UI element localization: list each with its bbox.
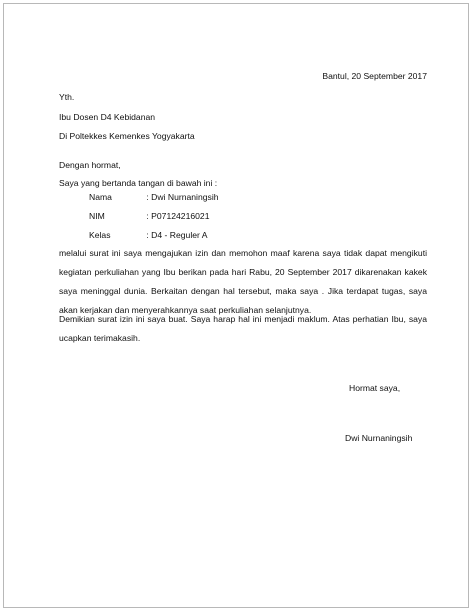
field-label: Kelas bbox=[89, 230, 111, 240]
salutation: Dengan hormat, bbox=[59, 160, 121, 170]
intro-sentence: Saya yang bertanda tangan di bawah ini : bbox=[59, 178, 218, 188]
field-row-nim bbox=[89, 208, 209, 224]
field-value: : D4 - Reguler A bbox=[146, 230, 208, 240]
field-label: NIM bbox=[89, 211, 105, 221]
document-page bbox=[3, 3, 469, 608]
body-paragraph: melalui surat ini saya mengajukan izin dan memohon maaf karena saya tidak dapat mengikuti kegiatan perkuliahan yang Ibu berikan pada hari Rabu, 20 September 2017 dikarenakan kakek saya meninggal dunia. Berkaitan dengan hal tersebut, maka saya . Jika terdapat tugas, saya akan kerjakan dan menyerahkannya saat perkuliahan selanjutnya. bbox=[59, 248, 427, 315]
closing-paragraph: Demikian surat izin ini saya buat. Saya harap hal ini menjadi maklum. Atas perhatian Ibu, saya ucapkan terimakasih. bbox=[59, 314, 427, 343]
recipient-greeting: Yth. bbox=[59, 92, 75, 102]
recipient-place: Di Poltekkes Kemenkes Yogyakarta bbox=[59, 131, 195, 141]
letter-date: Bantul, 20 September 2017 bbox=[322, 71, 427, 81]
field-value: : P07124216021 bbox=[146, 211, 210, 221]
field-label: Nama bbox=[89, 192, 112, 202]
field-value: : Dwi Nurnaningsih bbox=[146, 192, 219, 202]
field-row-kelas bbox=[89, 227, 208, 243]
recipient-name: Ibu Dosen D4 Kebidanan bbox=[59, 112, 156, 122]
closing-phrase: Hormat saya, bbox=[349, 383, 401, 393]
field-row-nama bbox=[89, 189, 219, 205]
signature-name: Dwi Nurnaningsih bbox=[345, 433, 413, 443]
